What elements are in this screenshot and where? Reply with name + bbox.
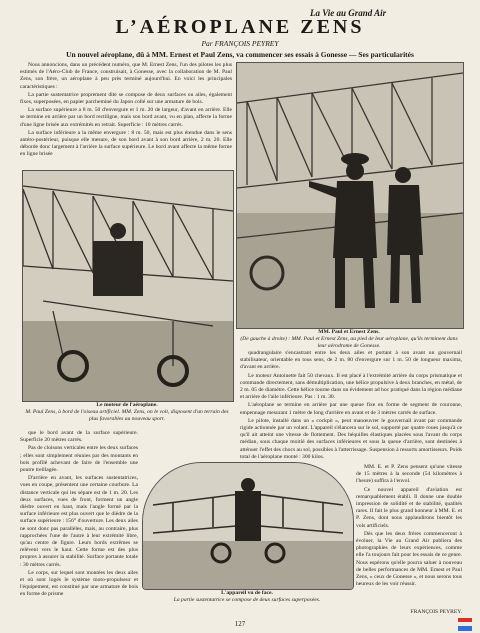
- caption-engine: [22, 402, 232, 423]
- paragraph: La surface inférieure a la même envergure : 8 m. 50, mais est plus étendue dans le sens antéro-postérieur, puisque elle mesure, de son bord avant à son bord arrière, 2 m. 20. Elle déborde donc largement à l'arrière la surface supérieure. Le bord avant affecte la même forme en ligne brisée: [20, 129, 232, 158]
- masthead: La Vie au Grand Air: [310, 8, 387, 18]
- paragraph: D'arrière en avant, les surfaces sustentatrices, vues en coupe, présentent une certaine courbure. La distance verticale qui les sépare est de 1 m. 20. Les deux surfaces, vues de front, forment un angle dièdre ouvert en haut, mais l'angle formé par la surface inférieure est plus ouvert que le dièdre de la surface supérieure : 156° d'ouverture. Les deux ailes ne sont donc pas parallèles, mais, au contraire, plus rapprochées l'une de l'autre à leur extrémité libre, qu'au centre de figure. Leurs bords extrêmes se relèvent vers le haut. Cette forme est des plus propres à assurer la stabilité. Surface portante totale : 30 mètres carrés.: [20, 475, 138, 568]
- paragraph: Pas de cloisons verticales entre les deux surfaces ; elles sont simplement réunies par des montants en bois profilé achevant de faire de l'ensemble une poutre treillagée.: [20, 445, 138, 474]
- paragraph: Le pilote, installé dans un « cockpit », peut manœuvrer le gouvernail avant par commande rigide actionnée par un volant. L'appareil s'élancera sur le sol, supporté par quatre roues jusqu'à ce qu'il ait atteint une vitesse de flottement. Des béquilles élastiques placées sous l'avant du corps médian, sous chaque moitié des surfaces inférieures et sous la queue d'arrière, sont destinées à atténuer l'effet des chocs au sol, possibles à l'atterrissage. Suspension à ressorts amortisseurs. Poids total de l'aéroplane monté : 300 kilos.: [240, 417, 462, 460]
- photo-engine: [22, 170, 234, 402]
- paragraph: quadrangulaire s'encastrant entre les deux ailes et portant à son avant un gouvernail stabilisateur, orientable en tous sens, de 2 m. 80 d'envergure sur 1 m. 50 de longueur maxima, d'avant en arrière.: [240, 350, 462, 371]
- photo-pilots-image: [237, 63, 463, 328]
- byline: Par FRANÇOIS PEYREY: [201, 39, 279, 48]
- caption-engine-title: Le moteur de l'aéroplane.: [96, 402, 158, 408]
- photo-pilots: [236, 62, 464, 329]
- corner-color-mark: [458, 618, 472, 631]
- photo-engine-image: [23, 171, 233, 401]
- article-right-upper: [240, 350, 462, 462]
- caption-front-view: [142, 590, 352, 604]
- paragraph: Nous annoncions, dans un précédent numéro, que M. Ernest Zens, l'un des pilotes les plus estimés de l'Aéro-Club de France, construisait, à Gonesse, avec la collaboration de M. Paul Zens, son frère, un aéroplane à peu près terminé aujourd'hui. En voici les principales caractéristiques :: [20, 62, 232, 90]
- article-title: L’AÉROPLANE ZENS: [115, 16, 365, 38]
- article-intro: [20, 62, 232, 165]
- caption-pilots-desc: (De gauche à droite) : MM. Paul et Ernest Zens, au pied de leur aéroplane, qu'ils terminent dans leur aérodrome de Gonesse.: [240, 336, 458, 349]
- paragraph: La partie sustentatrice proprement dite se compose de deux surfaces ou ailes, également fixes, superposées, en papier parcheminé du Japon collé sur une armature de bois.: [20, 91, 232, 106]
- paragraph: que le bord avant de la surface supérieure. Superficie 20 mètres carrés.: [20, 430, 138, 444]
- article-right-lower: [356, 464, 462, 608]
- caption-front-view-title: L'appareil vu de face.: [221, 590, 273, 596]
- paragraph: La surface supérieure a 8 m. 50 d'envergure et 1 m. 20 de largeur, d'avant en arrière. Elle se termine en arrière par un bord rectiligne, mais son bord avant, vu en plan, affecte la forme d'une ligne brisée aux extrémités en retrait. Superficie : 10 mètres carrés.: [20, 107, 232, 128]
- caption-front-view-desc: La partie sustentatrice se compose de deux surfaces superposées.: [173, 597, 321, 603]
- caption-pilots-title: MM. Paul et Ernest Zens.: [318, 329, 380, 335]
- caption-pilots: [236, 329, 462, 350]
- subtitle: Un nouvel aéroplane, dû à MM. Ernest et Paul Zens, va commencer ses essais à Gonesse — Ses particularités: [66, 50, 414, 59]
- paragraph: Ce nouvel appareil d'aviation est remarquablement établi. Il donne une double impression de solidité et de stabilité, qualités rares. Il fait le plus grand honneur à MM. E. et P. Zens, dont nous applaudirons bientôt les vols artificiels.: [356, 486, 462, 529]
- signature: FRANÇOIS PEYREY.: [410, 609, 462, 615]
- article-left-lower: [20, 430, 138, 620]
- page-number: 127: [234, 620, 246, 628]
- paragraph: L'aéroplane se termine en arrière par une queue fixe en forme de segment de couronne, empennage mesurant 1 mètre de long d'arrière en avant et de 3 mètres carrés de surface.: [240, 402, 462, 416]
- caption-engine-desc: M. Paul Zens, à bord de l'oiseau artificiel. MM. Zens, on le voit, disposent d'un terrain des plus favorables au nouveau sport.: [25, 409, 229, 422]
- paragraph: Dès que les deux frères commenceront à évoluer, la Vie au Grand Air publiera des photographies de leurs expériences, comme elle l'a toujours fait pour les essais de ce genre. Nous espérons qu'elle pourra saluer à nouveau de belles performances de MM. Ernest et Paul Zens, « ceux de Gonesse », et nous serons tous heureux de les voir réussir.: [356, 530, 462, 588]
- paragraph: Le moteur Antoinette fait 50 chevaux. Il est placé à l'extrémité arrière du corps prismatique et commande directement, sans démultiplication, une hélice propulsive à deux branches, en métal, de 2 m. 05 de diamètre. Cette hélice tourne dans un évidement ad hoc pratiqué dans la région médiane et arrière de l'aile inférieure. Pas : 1 m. 30.: [240, 372, 462, 401]
- paragraph: MM. E. et P. Zens pensent qu'une vitesse de 15 mètres à la seconde (54 kilomètres à l'heure) suffira à l'envol.: [356, 464, 462, 485]
- paragraph: Le corps, sur lequel sont montées les deux ailes et où sont logés le système moto-propulseur et l'équipement, est constitué par une armature de bois en forme de prisme: [20, 569, 138, 598]
- photo-front-view: [142, 462, 354, 590]
- photo-front-view-image: [143, 463, 353, 589]
